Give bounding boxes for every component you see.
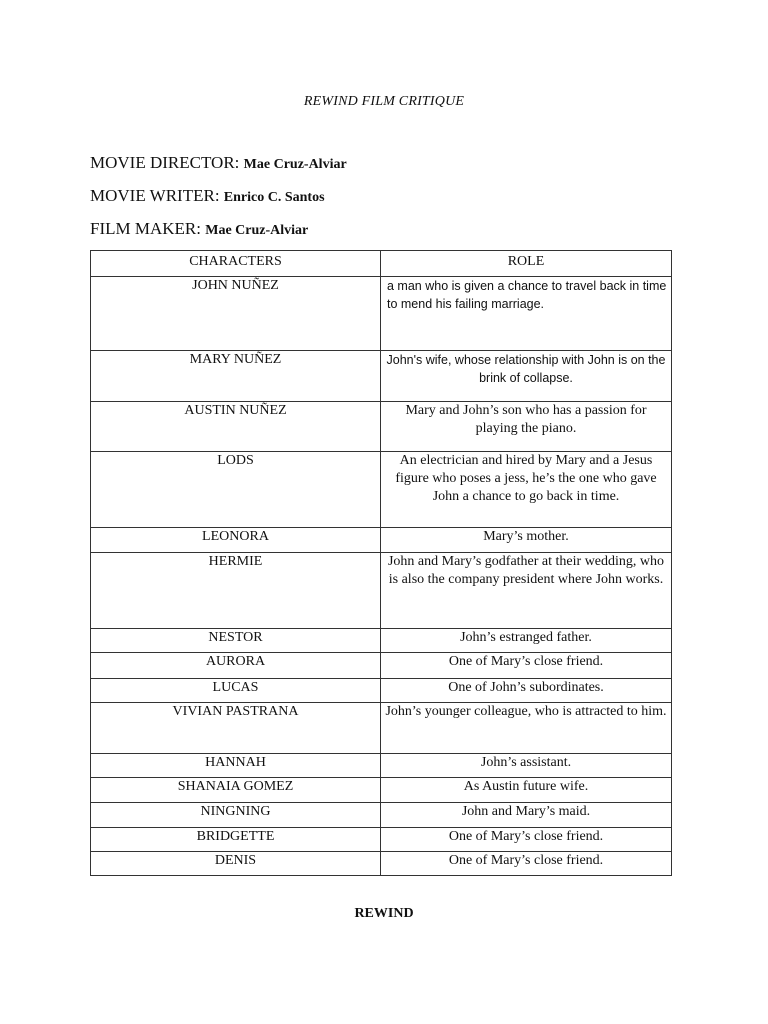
- table-row: [91, 553, 672, 629]
- character-name: AURORA: [91, 653, 381, 679]
- character-name: AUSTIN NUÑEZ: [91, 402, 381, 452]
- character-role: An electrician and hired by Mary and a Jesus figure who poses a jess, he’s the one who gave John a chance to go back in time.: [381, 452, 672, 528]
- table-row: [91, 653, 672, 679]
- footer-heading: REWIND: [354, 906, 414, 921]
- table-header-row: [91, 251, 672, 277]
- meta-value: Mae Cruz-Alviar: [243, 157, 347, 172]
- character-name: BRIDGETTE: [91, 828, 381, 852]
- characters-table: [90, 250, 672, 876]
- table-row: [91, 852, 672, 876]
- table-row: [91, 703, 672, 754]
- character-role: One of Mary’s close friend.: [381, 852, 672, 876]
- table-row: [91, 629, 672, 653]
- meta-value: Mae Cruz-Alviar: [205, 223, 309, 238]
- table-row: [91, 528, 672, 553]
- meta-label: FILM MAKER: [90, 219, 197, 238]
- table-row: [91, 803, 672, 828]
- character-name: JOHN NUÑEZ: [91, 277, 381, 351]
- table-row: [91, 277, 672, 351]
- character-role: Mary and John’s son who has a passion for playing the piano.: [381, 402, 672, 452]
- table-row: [91, 402, 672, 452]
- meta-label: MOVIE WRITER: [90, 186, 215, 205]
- character-role: One of Mary’s close friend.: [381, 653, 672, 679]
- meta-label: MOVIE DIRECTOR: [90, 153, 235, 172]
- character-name: HANNAH: [91, 754, 381, 778]
- table-row: [91, 351, 672, 402]
- character-role: John’s estranged father.: [381, 629, 672, 653]
- document-title: REWIND FILM CRITIQUE: [303, 94, 465, 109]
- character-role: John’s younger colleague, who is attracted to him.: [381, 703, 672, 754]
- table-row: [91, 679, 672, 703]
- table-row: [91, 452, 672, 528]
- character-role: John and Mary’s godfather at their wedding, who is also the company president where John works.: [381, 553, 672, 629]
- character-role: John's wife, whose relationship with John is on the brink of collapse.: [381, 351, 672, 402]
- characters-header: CHARACTERS: [91, 251, 381, 277]
- character-name: VIVIAN PASTRANA: [91, 703, 381, 754]
- character-name: DENIS: [91, 852, 381, 876]
- character-name: LODS: [91, 452, 381, 528]
- character-role: As Austin future wife.: [381, 778, 672, 803]
- character-role: Mary’s mother.: [381, 528, 672, 553]
- character-name: LUCAS: [91, 679, 381, 703]
- character-role: One of John’s subordinates.: [381, 679, 672, 703]
- table-row: [91, 778, 672, 803]
- movie-writer-line: MOVIE WRITER: Enrico C. Santos: [90, 186, 325, 205]
- movie-director-line: MOVIE DIRECTOR: Mae Cruz-Alviar: [90, 153, 347, 172]
- character-name: MARY NUÑEZ: [91, 351, 381, 402]
- character-name: NESTOR: [91, 629, 381, 653]
- table-row: [91, 828, 672, 852]
- character-name: LEONORA: [91, 528, 381, 553]
- character-role: John’s assistant.: [381, 754, 672, 778]
- character-name: NINGNING: [91, 803, 381, 828]
- character-role: One of Mary’s close friend.: [381, 828, 672, 852]
- character-role: a man who is given a chance to travel back in time to mend his failing marriage.: [381, 277, 672, 351]
- role-header: ROLE: [381, 251, 672, 277]
- meta-value: Enrico C. Santos: [223, 190, 325, 205]
- table-row: [91, 754, 672, 778]
- character-name: HERMIE: [91, 553, 381, 629]
- character-name: SHANAIA GOMEZ: [91, 778, 381, 803]
- film-maker-line: FILM MAKER: Mae Cruz-Alviar: [90, 219, 309, 238]
- character-role: John and Mary’s maid.: [381, 803, 672, 828]
